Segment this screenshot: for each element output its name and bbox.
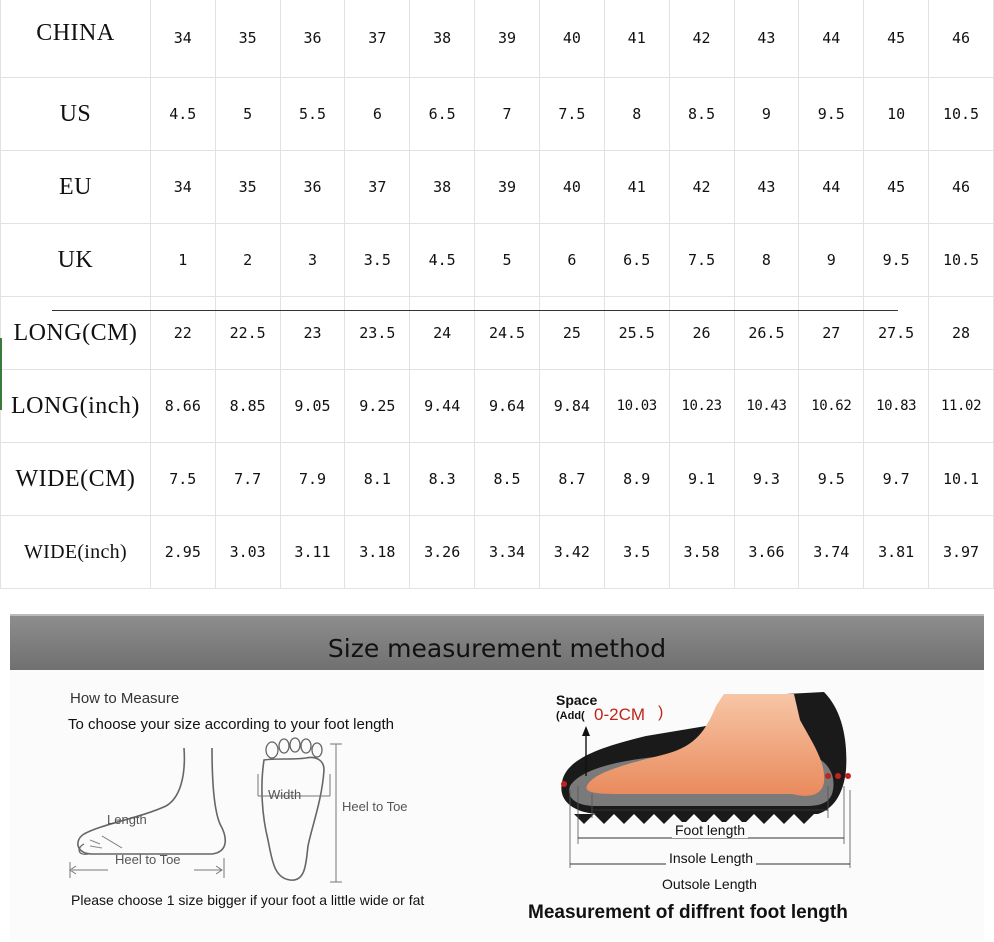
size-cell: 3.66 — [734, 516, 799, 589]
size-cell: 4.5 — [410, 224, 475, 297]
size-cell: 6.5 — [604, 224, 669, 297]
size-row — [1, 78, 994, 151]
size-cell: 41 — [604, 151, 669, 224]
size-cell: 25 — [539, 297, 604, 370]
size-cell: 7.5 — [669, 224, 734, 297]
size-cell: 23.5 — [345, 297, 410, 370]
size-row — [1, 443, 994, 516]
size-cell: 7.7 — [215, 443, 280, 516]
choose-size-instruction: To choose your size according to your foot length — [68, 716, 395, 733]
size-cell: 5 — [215, 78, 280, 151]
foot-length-diagram-title: Measurement of diffrent foot length — [528, 902, 848, 923]
size-cell: 7.5 — [539, 78, 604, 151]
heel-to-toe-top-label: Heel to Toe — [342, 799, 408, 814]
size-row-label: LONG(inch) — [1, 370, 151, 443]
size-cell: 8 — [734, 224, 799, 297]
size-cell: 3 — [280, 224, 345, 297]
size-cell: 3.58 — [669, 516, 734, 589]
size-cell: 8.3 — [410, 443, 475, 516]
size-cell: 8.85 — [215, 370, 280, 443]
size-cell: 24.5 — [475, 297, 540, 370]
size-cell: 8.5 — [669, 78, 734, 151]
size-cell: 41 — [604, 0, 669, 78]
space-range-value: 0-2CM — [594, 705, 646, 724]
size-cell: 45 — [864, 151, 929, 224]
size-cell: 9 — [799, 224, 864, 297]
size-cell: 10.43 — [734, 370, 799, 443]
size-cell: 3.03 — [215, 516, 280, 589]
size-cell: 36 — [280, 0, 345, 78]
size-cell: 9.1 — [669, 443, 734, 516]
size-cell: 9.84 — [539, 370, 604, 443]
insole-length-label: Insole Length — [666, 850, 756, 866]
add-label: (Add( — [556, 710, 585, 722]
size-row — [1, 516, 994, 589]
size-cell: 40 — [539, 0, 604, 78]
size-cell: 26 — [669, 297, 734, 370]
size-cell: 25.5 — [604, 297, 669, 370]
size-row — [1, 297, 994, 370]
width-label: Width — [268, 787, 302, 802]
foot-length-label: Foot length — [672, 822, 748, 838]
size-cell: 39 — [475, 151, 540, 224]
size-cell: 9.3 — [734, 443, 799, 516]
size-cell: 3.26 — [410, 516, 475, 589]
size-cell: 9.5 — [799, 78, 864, 151]
size-cell: 8.66 — [150, 370, 215, 443]
size-cell: 38 — [410, 0, 475, 78]
length-label: Length — [107, 812, 147, 827]
size-cell: 3.42 — [539, 516, 604, 589]
size-cell: 35 — [215, 151, 280, 224]
measurement-panel — [10, 614, 984, 940]
size-cell: 10 — [864, 78, 929, 151]
size-cell: 36 — [280, 151, 345, 224]
size-cell: 11.02 — [929, 370, 994, 443]
footer-divider — [52, 310, 898, 311]
size-cell: 10.1 — [929, 443, 994, 516]
size-cell: 8.5 — [475, 443, 540, 516]
size-cell: 8.9 — [604, 443, 669, 516]
size-cell: 8.7 — [539, 443, 604, 516]
size-cell: 1 — [150, 224, 215, 297]
size-cell: 34 — [150, 151, 215, 224]
size-cell: 9.44 — [410, 370, 475, 443]
size-row-label: WIDE(CM) — [1, 443, 151, 516]
size-cell: 8.1 — [345, 443, 410, 516]
size-cell: 46 — [929, 0, 994, 78]
size-cell: 38 — [410, 151, 475, 224]
size-cell: 3.18 — [345, 516, 410, 589]
size-cell: 10.23 — [669, 370, 734, 443]
measurement-header — [10, 614, 984, 672]
size-cell: 10.5 — [929, 224, 994, 297]
size-cell: 27 — [799, 297, 864, 370]
size-cell: 10.83 — [864, 370, 929, 443]
size-row-label: UK — [1, 224, 151, 297]
size-cell: 6 — [539, 224, 604, 297]
row-marker — [0, 338, 2, 410]
size-cell: 39 — [475, 0, 540, 78]
size-cell: 9.7 — [864, 443, 929, 516]
size-cell: 3.97 — [929, 516, 994, 589]
size-cell: 44 — [799, 0, 864, 78]
size-cell: 26.5 — [734, 297, 799, 370]
size-row — [1, 151, 994, 224]
size-cell: 3.5 — [604, 516, 669, 589]
size-cell: 24 — [410, 297, 475, 370]
size-row — [1, 224, 994, 297]
size-cell: 10.5 — [929, 78, 994, 151]
size-cell: 10.62 — [799, 370, 864, 443]
size-cell: 37 — [345, 0, 410, 78]
size-row-label: US — [1, 78, 151, 151]
size-row-label: LONG(CM) — [1, 297, 151, 370]
size-cell: 46 — [929, 151, 994, 224]
size-cell: 6.5 — [410, 78, 475, 151]
how-to-measure-label: How to Measure — [70, 690, 180, 707]
size-cell: 9.25 — [345, 370, 410, 443]
size-cell: 45 — [864, 0, 929, 78]
size-cell: 28 — [929, 297, 994, 370]
size-cell: 35 — [215, 0, 280, 78]
size-row — [1, 0, 994, 78]
size-cell: 7 — [475, 78, 540, 151]
size-cell: 3.5 — [345, 224, 410, 297]
size-tip-text: Please choose 1 size bigger if your foot a little wide or fat — [71, 892, 425, 908]
size-row-label: EU — [1, 151, 151, 224]
measurement-title: Size measurement method — [327, 634, 667, 663]
outsole-length-label: Outsole Length — [659, 876, 760, 892]
size-row — [1, 370, 994, 443]
size-cell: 2 — [215, 224, 280, 297]
size-cell: 9.05 — [280, 370, 345, 443]
size-cell: 3.74 — [799, 516, 864, 589]
size-cell: 40 — [539, 151, 604, 224]
measurement-body — [10, 670, 984, 940]
size-cell: 23 — [280, 297, 345, 370]
size-cell: 27.5 — [864, 297, 929, 370]
size-cell: 43 — [734, 151, 799, 224]
size-cell: 22.5 — [215, 297, 280, 370]
size-cell: 7.9 — [280, 443, 345, 516]
heel-to-toe-side-label: Heel to Toe — [115, 852, 181, 867]
size-cell: 42 — [669, 0, 734, 78]
size-row-label: WIDE(inch) — [1, 516, 151, 589]
size-cell: 5 — [475, 224, 540, 297]
size-cell: 43 — [734, 0, 799, 78]
size-cell: 34 — [150, 0, 215, 78]
size-cell: 9 — [734, 78, 799, 151]
size-cell: 5.5 — [280, 78, 345, 151]
size-cell: 9.64 — [475, 370, 540, 443]
size-cell: 6 — [345, 78, 410, 151]
size-cell: 2.95 — [150, 516, 215, 589]
size-cell: 37 — [345, 151, 410, 224]
size-cell: 44 — [799, 151, 864, 224]
size-cell: 4.5 — [150, 78, 215, 151]
size-cell: 3.34 — [475, 516, 540, 589]
size-row-label: CHINA — [1, 0, 151, 78]
size-cell: 7.5 — [150, 443, 215, 516]
size-cell: 3.11 — [280, 516, 345, 589]
size-cell: 42 — [669, 151, 734, 224]
size-cell: 9.5 — [864, 224, 929, 297]
space-label: Space — [556, 692, 598, 708]
space-range-paren: ) — [658, 704, 664, 721]
size-cell: 3.81 — [864, 516, 929, 589]
size-cell: 8 — [604, 78, 669, 151]
size-cell: 22 — [150, 297, 215, 370]
size-cell: 9.5 — [799, 443, 864, 516]
size-cell: 10.03 — [604, 370, 669, 443]
